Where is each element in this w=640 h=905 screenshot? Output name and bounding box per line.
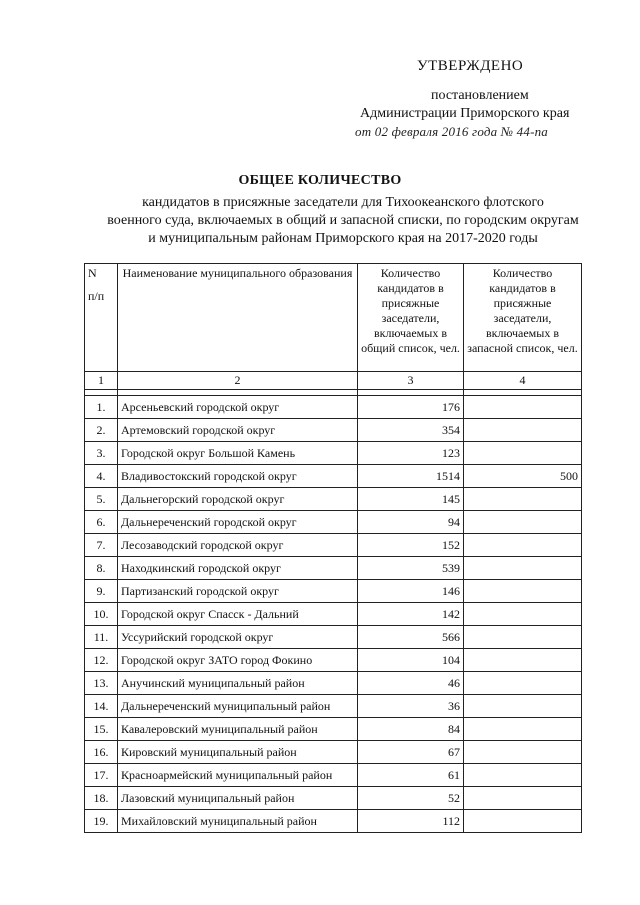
municipality-name: Городской округ Спасск - Дальний	[118, 603, 358, 626]
reserve-list-count	[464, 695, 582, 718]
reserve-list-count	[464, 718, 582, 741]
municipality-name: Дальнереченский городской округ	[118, 511, 358, 534]
reserve-list-count	[464, 488, 582, 511]
row-number: 12.	[85, 649, 118, 672]
row-number: 3.	[85, 442, 118, 465]
reserve-list-count	[464, 672, 582, 695]
reserve-list-count	[464, 511, 582, 534]
table-row	[85, 419, 582, 442]
row-number: 18.	[85, 787, 118, 810]
row-number: 8.	[85, 557, 118, 580]
row-number: 16.	[85, 741, 118, 764]
header-reserve-list: Количество кандидатов в присяжные заседатели, включаемых в запасной список, чел.	[464, 264, 582, 372]
general-list-count: 152	[358, 534, 464, 557]
general-list-count: 36	[358, 695, 464, 718]
municipality-name: Кировский муниципальный район	[118, 741, 358, 764]
general-list-count: 142	[358, 603, 464, 626]
row-number: 2.	[85, 419, 118, 442]
reserve-list-count	[464, 764, 582, 787]
municipality-name: Красноармейский муниципальный район	[118, 764, 358, 787]
municipality-name: Анучинский муниципальный район	[118, 672, 358, 695]
reserve-list-count	[464, 649, 582, 672]
row-number: 7.	[85, 534, 118, 557]
general-list-count: 67	[358, 741, 464, 764]
reserve-list-count	[464, 741, 582, 764]
row-number: 15.	[85, 718, 118, 741]
reserve-list-count	[464, 419, 582, 442]
municipality-name: Партизанский городской округ	[118, 580, 358, 603]
reserve-list-count	[464, 396, 582, 419]
general-list-count: 123	[358, 442, 464, 465]
municipality-name: Арсеньевский городской округ	[118, 396, 358, 419]
general-list-count: 539	[358, 557, 464, 580]
table-row	[85, 695, 582, 718]
row-number: 10.	[85, 603, 118, 626]
reserve-list-count	[464, 787, 582, 810]
subtitle-line-1: кандидатов в присяжные заседатели для Тихоокеанского флотского	[142, 195, 544, 210]
table-row	[85, 741, 582, 764]
column-number: 1	[85, 372, 118, 390]
row-number: 19.	[85, 810, 118, 833]
general-list-count: 1514	[358, 465, 464, 488]
reserve-list-count	[464, 626, 582, 649]
document-title: ОБЩЕЕ КОЛИЧЕСТВО	[238, 173, 402, 188]
municipality-name: Дальнегорский городской округ	[118, 488, 358, 511]
reserve-list-count	[464, 534, 582, 557]
header-general-list: Количество кандидатов в присяжные заседатели, включаемых в общий список, чел.	[358, 264, 464, 372]
row-number: 6.	[85, 511, 118, 534]
general-list-count: 176	[358, 396, 464, 419]
table-row	[85, 465, 582, 488]
general-list-count: 61	[358, 764, 464, 787]
table-row	[85, 672, 582, 695]
column-numbers-row	[85, 372, 582, 390]
general-list-count: 94	[358, 511, 464, 534]
header-number: N п/п	[85, 264, 118, 372]
municipality-name: Артемовский городской округ	[118, 419, 358, 442]
column-number: 4	[464, 372, 582, 390]
row-number: 9.	[85, 580, 118, 603]
municipality-name: Городской округ ЗАТО город Фокино	[118, 649, 358, 672]
document-subtitle	[84, 194, 602, 248]
table-row	[85, 626, 582, 649]
approval-line-authority: Администрации Приморского края	[360, 106, 570, 121]
table-row	[85, 718, 582, 741]
table-row	[85, 511, 582, 534]
table-row	[85, 396, 582, 419]
table-row	[85, 488, 582, 511]
row-number: 13.	[85, 672, 118, 695]
table-body	[85, 396, 582, 833]
municipality-name: Михайловский муниципальный район	[118, 810, 358, 833]
approval-line-resolution: постановлением	[431, 88, 529, 103]
table-row	[85, 649, 582, 672]
table-row	[85, 442, 582, 465]
column-number: 2	[118, 372, 358, 390]
general-list-count: 104	[358, 649, 464, 672]
reserve-list-count: 500	[464, 465, 582, 488]
reserve-list-count	[464, 557, 582, 580]
table-row	[85, 603, 582, 626]
row-number: 11.	[85, 626, 118, 649]
subtitle-line-3: и муниципальным районам Приморского края на 2017-2020 годы	[148, 231, 538, 246]
approval-line-date-number: от 02 февраля 2016 года № 44-па	[355, 124, 549, 139]
municipality-name: Лазовский муниципальный район	[118, 787, 358, 810]
municipality-name: Городской округ Большой Камень	[118, 442, 358, 465]
table-header-row	[85, 264, 582, 372]
table-row	[85, 534, 582, 557]
header-municipality: Наименование муниципального образования	[118, 264, 358, 372]
candidates-table	[84, 263, 582, 833]
municipality-name: Кавалеровский муниципальный район	[118, 718, 358, 741]
column-number: 3	[358, 372, 464, 390]
subtitle-line-2: военного суда, включаемых в общий и запасной списки, по городским округам	[107, 213, 579, 228]
row-number: 1.	[85, 396, 118, 419]
municipality-name: Владивостокский городской округ	[118, 465, 358, 488]
reserve-list-count	[464, 580, 582, 603]
general-list-count: 566	[358, 626, 464, 649]
table-row	[85, 557, 582, 580]
row-number: 4.	[85, 465, 118, 488]
municipality-name: Находкинский городской округ	[118, 557, 358, 580]
general-list-count: 146	[358, 580, 464, 603]
table-row	[85, 764, 582, 787]
table-row	[85, 810, 582, 833]
table-row	[85, 787, 582, 810]
row-number: 14.	[85, 695, 118, 718]
municipality-name: Уссурийский городской округ	[118, 626, 358, 649]
general-list-count: 46	[358, 672, 464, 695]
approval-heading: УТВЕРЖДЕНО	[417, 58, 524, 74]
row-number: 5.	[85, 488, 118, 511]
table-row	[85, 580, 582, 603]
row-number: 17.	[85, 764, 118, 787]
general-list-count: 354	[358, 419, 464, 442]
general-list-count: 145	[358, 488, 464, 511]
reserve-list-count	[464, 603, 582, 626]
general-list-count: 52	[358, 787, 464, 810]
general-list-count: 84	[358, 718, 464, 741]
general-list-count: 112	[358, 810, 464, 833]
municipality-name: Лесозаводский городской округ	[118, 534, 358, 557]
municipality-name: Дальнереченский муниципальный район	[118, 695, 358, 718]
reserve-list-count	[464, 810, 582, 833]
reserve-list-count	[464, 442, 582, 465]
